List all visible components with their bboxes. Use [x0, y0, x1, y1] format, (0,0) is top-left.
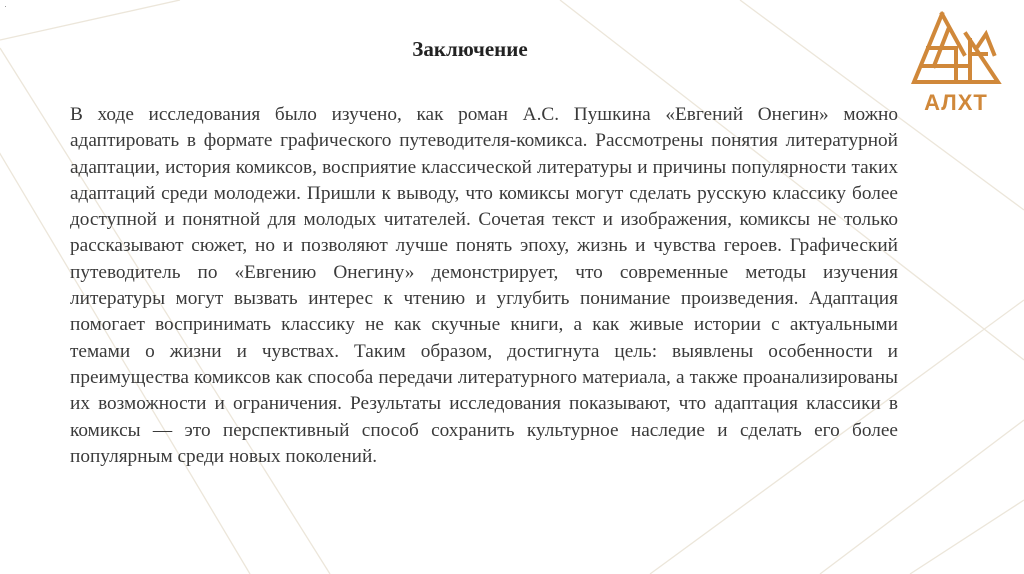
triangle-logo-icon	[908, 10, 1004, 90]
logo-text: АЛХТ	[924, 90, 988, 115]
conclusion-paragraph: В ходе исследования было изучено, как роман А.С. Пушкина «Евгений Онегин» можно адаптировать в формате графического путеводителя-комикса. Рассмотрены понятия литературной адаптации, история комиксов, восприятие классической литературы и причины популярности таких адаптаций среди молодежи. Пришли к выводу, что комиксы могут сделать русскую классику более доступной и понятной для молодых читателей. Сочетая текст и изображения, комиксы не только рассказывают сюжет, но и позволяют лучше понять эпоху, жизнь и чувства героев. Графический путеводитель по «Евгению Онегину» демонстрирует, что современные методы изучения литературы могут вызвать интерес к чтению и углубить понимание произведения. Адаптация помогает воспринимать классику не как скучные книги, а как живые истории с актуальными темами о жизни и чувствах. Таким образом, достигнута цель: выявлены особенности и преимущества комиксов как способа передачи литературного материала, а также проанализированы их возможности и ограничения. Результаты исследования показывают, что адаптация классики в комиксы — это перспективный способ сохранить культурное наследие и сделать его более популярным среди новых поколений.	[70, 104, 898, 467]
slide-title: Заключение	[412, 37, 528, 61]
logo	[908, 10, 1004, 122]
corner-mark: ·	[4, 1, 7, 11]
